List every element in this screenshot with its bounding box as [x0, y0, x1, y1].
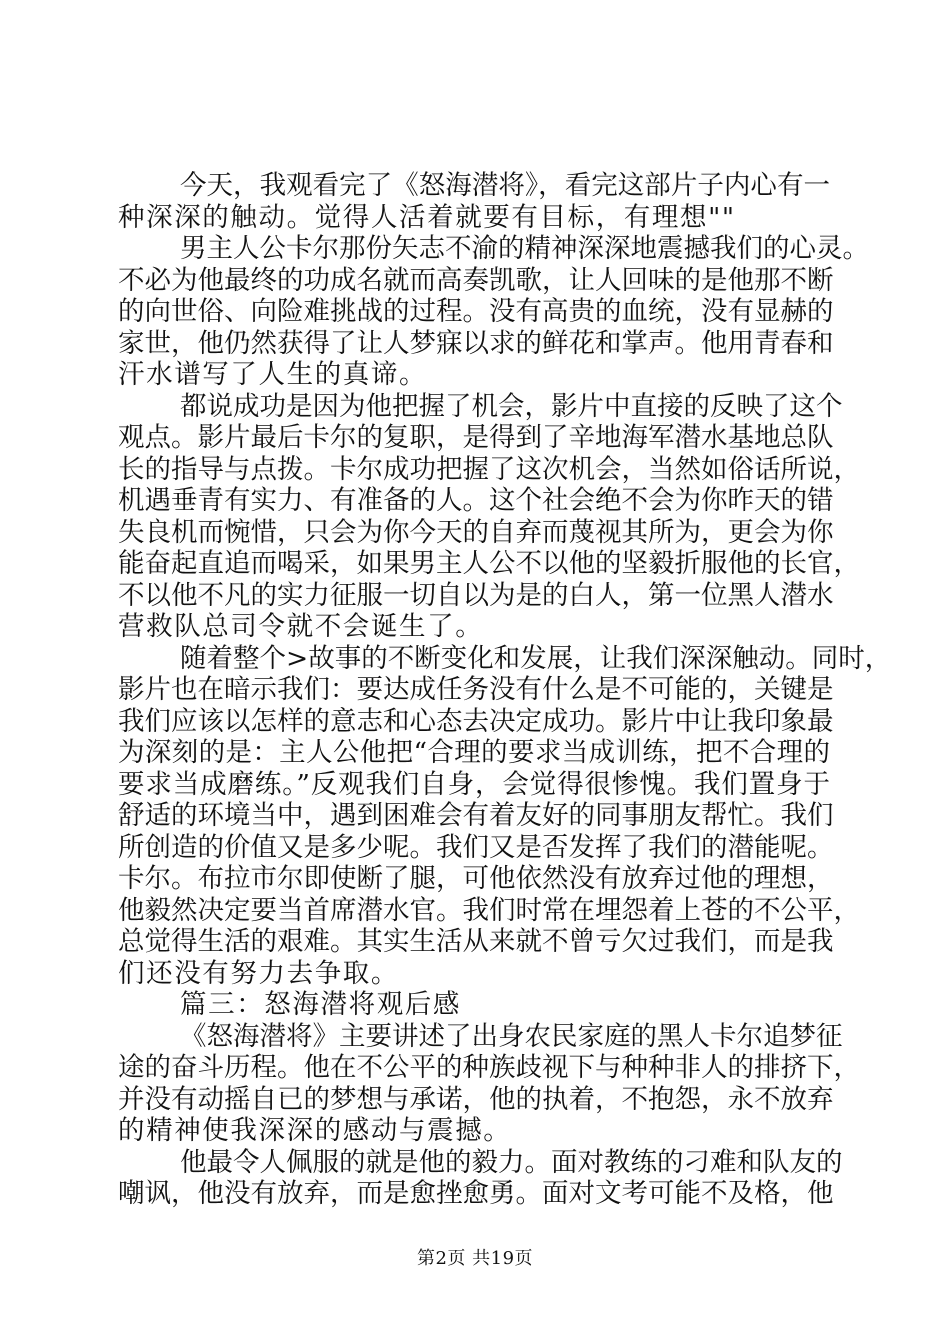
text-line: 的向世俗、向险难挑战的过程。没有高贵的血统，没有显赫的	[118, 296, 834, 327]
page-footer: 第2页 共19页	[416, 1248, 534, 1269]
text-line: 篇三：怒海潜将观后感	[180, 989, 461, 1020]
text-line: 们还没有努力去争取。	[118, 957, 399, 989]
text-line: 要求当成磨练。”反观我们自身，会觉得很惨愧。我们置身于	[118, 768, 830, 800]
text-line: 卡尔。布拉市尔即使断了腿，可他依然没有放弃过他的理想，	[118, 863, 834, 894]
text-line: 途的奋斗历程。他在不公平的种族歧视下与种种非人的排挤下，	[118, 1052, 860, 1083]
text-line: 他毅然决定要当首席潜水官。我们时常在埋怨着上苍的不公平，	[118, 894, 860, 926]
text-line: 并没有动摇自已的梦想与承诺，他的执着，不抱怨，永不放弃	[118, 1083, 834, 1115]
text-line: 能奋起直追而喝采，如果男主人公不以他的坚毅折服他的长官，	[118, 548, 860, 579]
text-line: 他最令人佩服的就是他的毅力。面对教练的刁难和队友的	[180, 1146, 843, 1178]
text-line: 家世，他仍然获得了让人梦寐以求的鲜花和掌声。他用青春和	[118, 327, 834, 359]
text-line: 不必为他最终的功成名就而高奏凯歌，让人回味的是他那不断	[118, 264, 834, 296]
text-line: 长的指导与点拨。卡尔成功把握了这次机会，当然如俗话所说，	[118, 453, 860, 485]
text-line: 今天，我观看完了《怒海潜将》，看完这部片子内心有一	[180, 170, 830, 201]
text-line: 种深深的触动。觉得人活着就要有目标，有理想""	[118, 201, 736, 233]
text-line: 汗水谱写了人生的真谛。	[118, 359, 428, 390]
text-line: 观点。影片最后卡尔的复职，是得到了辛地海军潜水基地总队	[118, 422, 834, 453]
text-line: 嘲讽，他没有放弃，而是愈挫愈勇。面对文考可能不及格，他	[118, 1178, 834, 1209]
text-line: 营救队总司令就不会诞生了。	[118, 611, 484, 642]
text-line: 失良机而惋惜，只会为你今天的自弃而蔑视其所为，更会为你	[118, 516, 834, 548]
text-line: 影片也在暗示我们：要达成任务没有什么是不可能的，关键是	[118, 674, 834, 705]
text-line: 舒适的环境当中，遇到困难会有着友好的同事朋友帮忙。我们	[118, 800, 834, 831]
text-line: 随着整个>故事的不断变化和发展，让我们深深触动。同时，	[180, 642, 892, 674]
text-line: 机遇垂青有实力、有准备的人。这个社会绝不会为你昨天的错	[118, 485, 834, 516]
text-line: 的精神使我深深的感动与震撼。	[118, 1115, 512, 1146]
text-line: 总觉得生活的艰难。其实生活从来就不曾亏欠过我们，而是我	[118, 926, 834, 957]
text-line: 不以他不凡的实力征服一切自以为是的白人，第一位黑人潜水	[118, 579, 834, 611]
text-line: 男主人公卡尔那份矢志不渝的精神深深地震撼我们的心灵。	[180, 233, 869, 264]
text-line: 都说成功是因为他把握了机会，影片中直接的反映了这个	[180, 390, 843, 422]
text-line: 所创造的价值又是多少呢。我们又是否发挥了我们的潜能呢。	[118, 831, 834, 863]
document-body	[118, 170, 892, 1210]
text-line: 《怒海潜将》主要讲述了出身农民家庭的黑人卡尔追梦征	[180, 1020, 843, 1052]
text-line: 我们应该以怎样的意志和心态去决定成功。影片中让我印象最	[118, 705, 834, 737]
text-line: 为深刻的是：主人公他把“合理的要求当成训练，把不合理的	[118, 737, 830, 768]
